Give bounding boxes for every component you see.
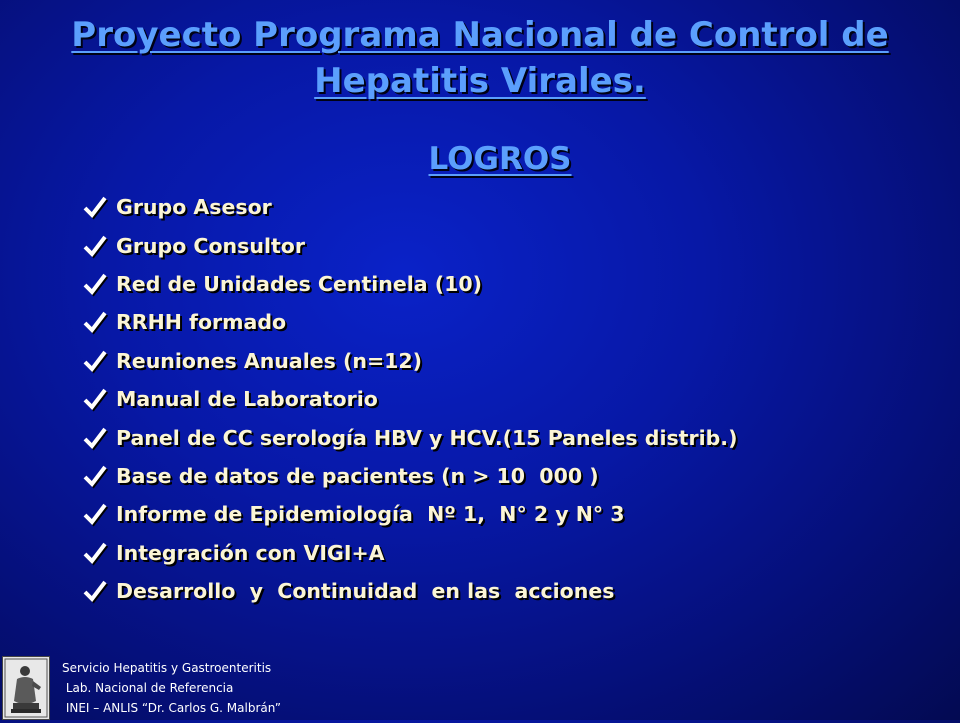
list-item-text: Reuniones Anuales (n=12)	[116, 348, 423, 373]
checkmark-icon	[82, 425, 108, 451]
checkmark-icon	[82, 233, 108, 259]
list-item-text: Base de datos de pacientes (n > 10 000 )	[116, 463, 599, 488]
list-item	[82, 495, 737, 533]
list-item	[82, 188, 737, 226]
checkmark-icon	[82, 309, 108, 335]
list-item-text: Manual de Laboratorio	[116, 387, 378, 412]
checkmark-icon	[82, 578, 108, 604]
list-item	[82, 303, 737, 341]
checkmark-icon	[82, 348, 108, 374]
checkmark-icon	[82, 463, 108, 489]
list-item-text: Grupo Asesor	[116, 195, 272, 220]
list-item	[82, 457, 737, 495]
checkmark-icon	[82, 194, 108, 220]
checkmark-icon	[82, 271, 108, 297]
list-item-text: RRHH formado	[116, 310, 287, 335]
page-title: Proyecto Programa Nacional de Control de Hepatitis Virales.	[71, 15, 889, 101]
list-item-text: Grupo Consultor	[116, 233, 305, 258]
list-item	[82, 342, 737, 380]
statue-emblem-icon	[3, 657, 49, 719]
list-item	[82, 572, 737, 610]
list-item-text: Integración con VIGI+A	[116, 540, 385, 565]
list-item-text: Desarrollo y Continuidad en las acciones	[116, 579, 615, 604]
list-item	[82, 418, 737, 456]
achievements-list	[82, 188, 737, 610]
footer-institute: INEI – ANLIS “Dr. Carlos G. Malbrán”	[62, 701, 281, 715]
list-item	[82, 226, 737, 264]
institution-logo	[2, 656, 50, 720]
footer-service: Servicio Hepatitis y Gastroenteritis	[62, 661, 272, 675]
checkmark-icon	[82, 386, 108, 412]
checkmark-icon	[82, 501, 108, 527]
checkmark-icon	[82, 540, 108, 566]
footer-credits	[62, 658, 281, 718]
list-item-text: Red de Unidades Centinela (10)	[116, 271, 483, 296]
list-item-text: Informe de Epidemiología Nº 1, N° 2 y N° 3	[116, 502, 625, 527]
list-item	[82, 380, 737, 418]
section-heading: LOGROS	[428, 141, 572, 177]
footer-lab: Lab. Nacional de Referencia	[62, 681, 234, 695]
list-item	[82, 534, 737, 572]
list-item-text: Panel de CC serología HBV y HCV.(15 Paneles distrib.)	[116, 425, 738, 450]
list-item	[82, 265, 737, 303]
